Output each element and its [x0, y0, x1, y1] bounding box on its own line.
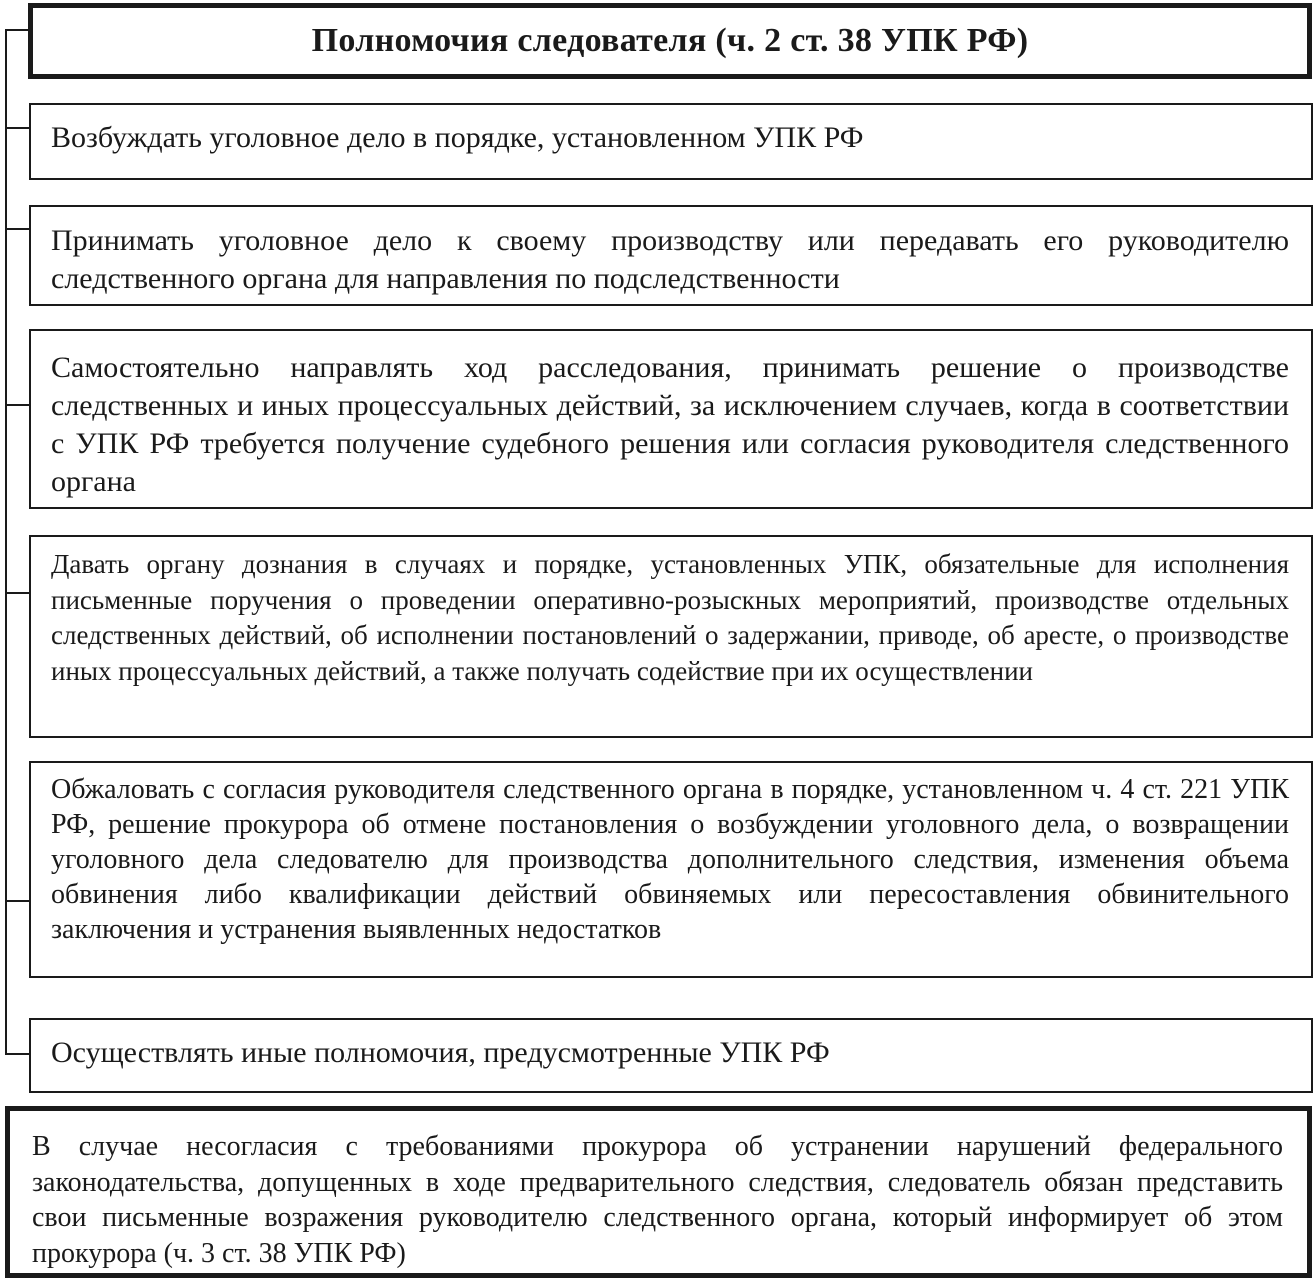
- connector-tick-4: [5, 592, 30, 594]
- connector-tick-5: [5, 900, 30, 902]
- power-box-4: [29, 535, 1313, 738]
- power-text-1: Возбуждать уголовное дело в порядке, установленном УПК РФ: [51, 121, 864, 154]
- diagram-title: Полномочия следователя (ч. 2 ст. 38 УПК РФ): [311, 22, 1029, 59]
- power-text-2: Принимать уголовное дело к своему производству или передавать его руководителю следственного органа для направления по подследственности: [51, 224, 1289, 295]
- note-box: [5, 1106, 1312, 1278]
- connector-tick-2: [5, 228, 30, 230]
- power-box-5: [29, 761, 1313, 978]
- power-box-6: [29, 1018, 1313, 1093]
- power-box-3: [29, 329, 1313, 509]
- power-text-4: Давать органу дознания в случаях и порядке, установленных УПК, обязательные для исполнения письменные поручения о проведении оперативно-розыскных мероприятий, производстве отдельных следственных действий, об исполнении постановлений о задержании, приводе, об аресте, о производстве иных процессуальных действий, а также получать содействие при их осуществлении: [51, 549, 1289, 686]
- title-box: [28, 3, 1312, 79]
- power-box-1: [29, 103, 1313, 180]
- connector-tick-1: [5, 127, 30, 129]
- power-text-6: Осуществлять иные полномочия, предусмотренные УПК РФ: [51, 1036, 830, 1069]
- power-text-5: Обжаловать с согласия руководителя следственного органа в порядке, установленном ч. 4 ст. 221 УПК РФ, решение прокурора об отмене постановления о возбуждении уголовного дела, о возвращении уголовного дела следователю для производства дополнительного следствия, изменения объема обвинения либо квалификации действий обвиняемых или пересоставления обвинительного заключения и устранения выявленных недостатков: [51, 774, 1289, 945]
- connector-tick-title: [5, 29, 29, 31]
- power-box-2: [29, 205, 1313, 306]
- connector-tick-6: [5, 1053, 30, 1055]
- note-text: В случае несогласия с требованиями прокурора об устранении нарушений федерального законодательства, допущенных в ходе предварительного следствия, следователь обязан представить свои письменные возражения руководителю следственного органа, который информирует об этом прокурора (ч. 3 ст. 38 УПК РФ): [32, 1131, 1283, 1269]
- connector-tick-3: [5, 404, 30, 406]
- power-text-3: Самостоятельно направлять ход расследования, принимать решение о производстве следственных и иных процессуальных действий, за исключением случаев, когда в соответствии с УПК РФ требуется получение судебного решения или согласия руководителя следственного органа: [51, 351, 1289, 498]
